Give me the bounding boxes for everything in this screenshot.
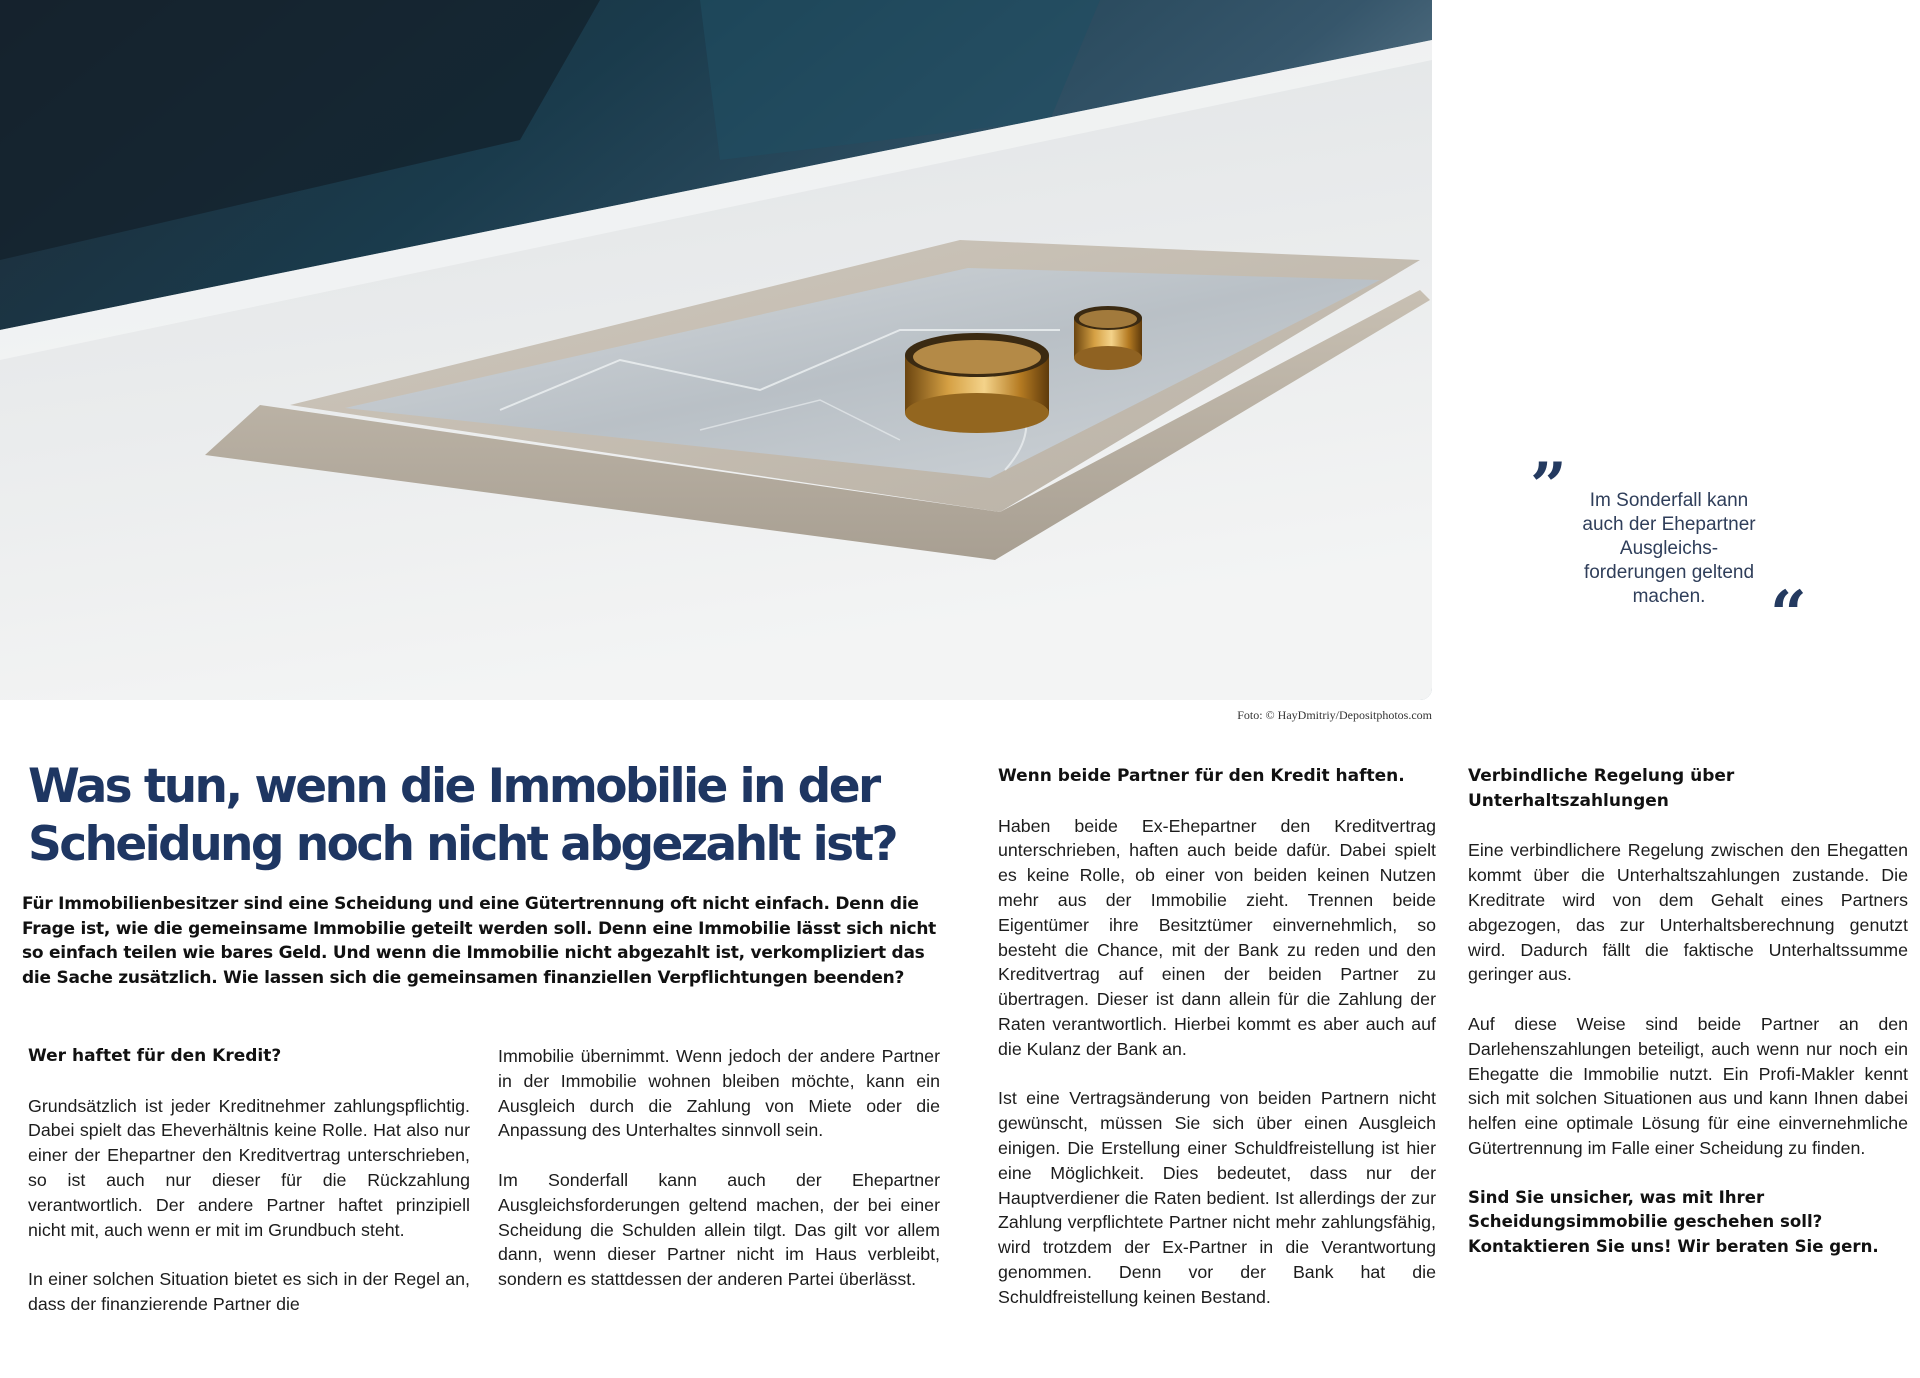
paragraph: Immobilie übernimmt. Wenn jedoch der andere Partner in der Immobilie wohnen bleiben möchte, kann ein Ausgleich durch die Zahlung von Miete oder die Anpassung des Unterhaltes sinnvoll sein. [498,1046,940,1141]
column-3 [998,764,1436,1334]
column-2 [498,1044,940,1317]
paragraph: Eine verbindlichere Regelung zwischen den Ehegatten kommt über die Unterhaltszahlungen zustande. Die Kreditrate wird von dem Gehalt eines Partners abgezogen, das zur Unterhaltsberechnung genutzt wird. Dadurch fällt die faktische Unterhaltssumme geringer aus. [1468,840,1908,985]
article-title: Was tun, wenn die Immobilie in der Scheidung noch nicht abgezahlt ist? [28,759,897,872]
column-1 [28,1044,470,1342]
column-4 [1468,764,1908,1285]
pull-quote [1530,449,1830,652]
section-heading-maintenance: Verbindliche Regelung über Unterhaltszahlungen [1468,766,1735,811]
wedding-rings-photo [0,0,1432,700]
section-heading-joint-liability: Wenn beide Partner für den Kredit haften. [998,766,1405,786]
hero-photo [0,0,1432,700]
section-heading-liability: Wer haftet für den Kredit? [28,1046,282,1066]
paragraph: In einer solchen Situation bietet es sich in der Regel an, dass der finanzierende Partner die [28,1269,470,1314]
pull-quote-text: Im Sonderfall kann auch der Ehepartner Ausgleichs- forderungen geltend machen. [1582,490,1756,607]
paragraph: Haben beide Ex-Ehepartner den Kreditvertrag unterschrieben, haften auch beide dafür. Dabei spielt es keine Rolle, ob einer von beiden keinen Nutzen mehr aus der Immobilie zieht. Trennen beide Eigentümer ihre Besitztümer einvernehmlich, so besteht die Chance, mit der Bank zu reden und den Kreditvertrag auf einen der beiden Partner zu übertragen. Dieser ist dann allein für die Zahlung der Raten verantwortlich. Hierbei kommt es aber auch auf die Kulanz der Bank an. [998,815,1436,1059]
call-to-action: Sind Sie unsicher, was mit Ihrer Scheidungsimmobilie geschehen soll? Kontaktieren Sie uns! Wir beraten Sie gern. [1468,1187,1879,1257]
article-intro: Für Immobilienbesitzer sind eine Scheidung und eine Gütertrennung oft nicht einfach. Denn die Frage ist, wie die gemeinsame Immobilie geteilt werden soll. Denn eine Immobilie lässt sich nicht so einfach teilen wie bares Geld. Und wenn die Immobilie nicht abgezahlt ist, verkompliziert das die Sache zusätzlich. Wie lassen sich die gemeinsamen finanziellen Verpflichtungen beenden? [22,894,937,988]
paragraph: Im Sonderfall kann auch der Ehepartner Ausgleichsforderungen geltend machen, der bei einer Scheidung die Schulden allein tilgt. Das gilt vor allem dann, wenn dieser Partner nicht im Haus verbleibt, sondern es stattdessen der anderen Partei überlässt. [498,1169,940,1290]
close-quote-mark-icon: “ [1770,577,1807,652]
paragraph: Ist eine Vertragsänderung von beiden Partnern nicht gewünscht, müssen Sie sich über einen Ausgleich einigen. Die Erstellung einer Schuldfreistellung ist hier eine Möglichkeit. Dies bedeutet, dass nur der Hauptverdiener die Raten bedient. Ist allerdings der zur Zahlung verpflichtete Partner nicht mehr zahlungsfähig, wird trotzdem der Ex-Partner in die Verantwortung genommen. Denn vor der Bank hat die Schuldfreistellung keinen Bestand. [998,1088,1436,1307]
photo-credit: Foto: © HayDmitriy/Depositphotos.com [1237,708,1432,722]
paragraph: Auf diese Weise sind beide Partner an den Darlehenszahlungen beteiligt, auch wenn nur noch ein Ehegatte die Immobilie nutzt. Ein Profi-Makler kennt sich mit solchen Situationen aus und kann Ihnen dabei helfen eine optimale Lösung für eine einvernehmliche Gütertrennung im Falle einer Scheidung zu finden. [1468,1013,1908,1158]
paragraph: Grundsätzlich ist jeder Kreditnehmer zahlungspflichtig. Dabei spielt das Eheverhältnis keine Rolle. Hat also nur einer der Ehepartner den Kreditvertrag unterschrieben, so ist auch nur dieser für die Rückzahlung verantwortlich. Der andere Partner haftet prinzipiell nicht mit, auch wenn er mit im Grundbuch steht. [28,1095,470,1240]
open-quote-mark-icon: ” [1530,449,1567,524]
